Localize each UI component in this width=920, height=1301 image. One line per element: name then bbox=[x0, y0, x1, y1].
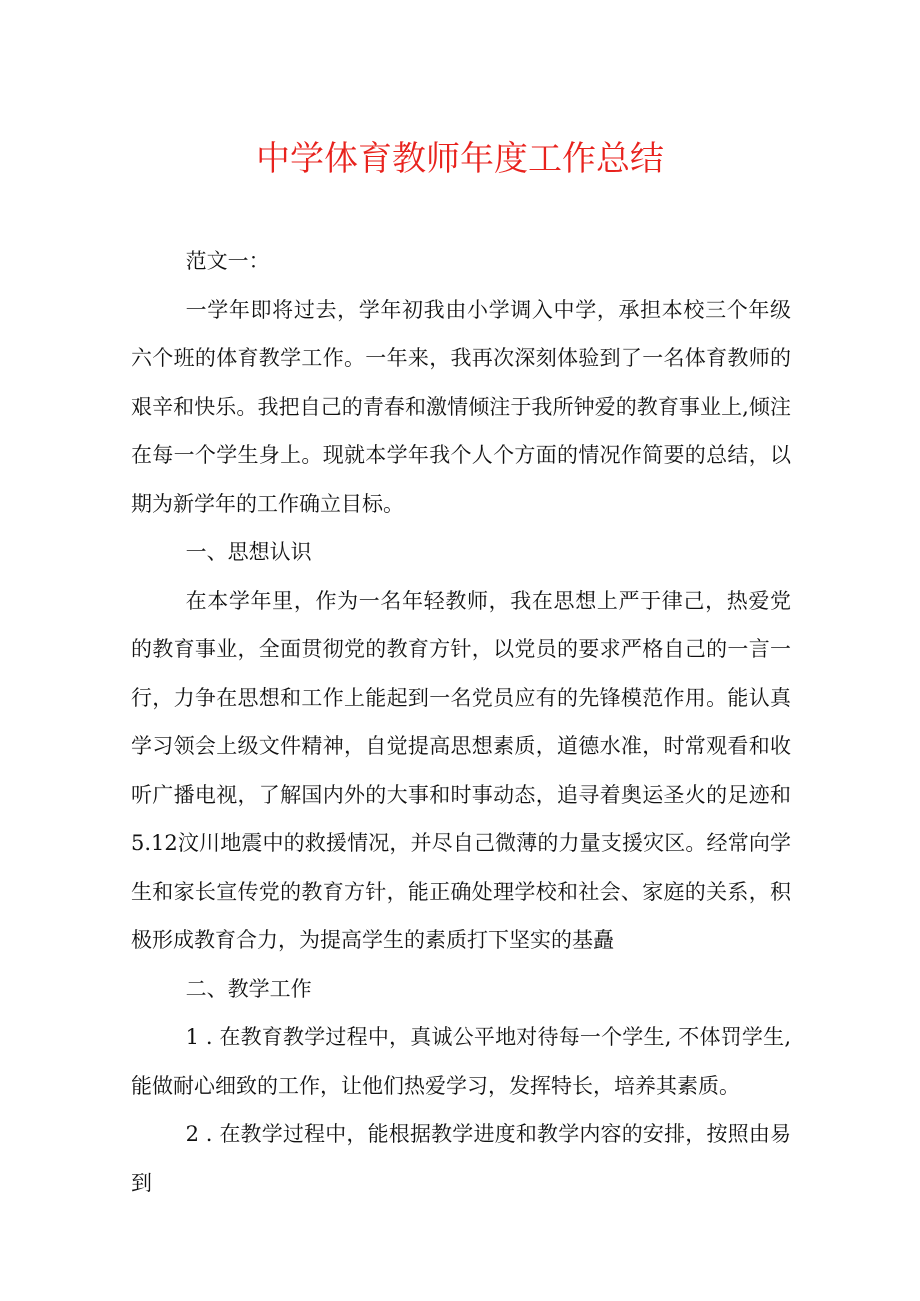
document-title: 中学体育教师年度工作总结 bbox=[256, 139, 664, 179]
paragraph-teaching-1: 1 . 在教育教学过程中，真诚公平地对待每一个学生, 不体罚学生, 能做耐心细致的工作，让他们热爱学习，发挥特长，培养其素质。 bbox=[131, 1025, 791, 1098]
document-body bbox=[131, 237, 791, 1207]
paragraph-ideology: 在本学年里，作为一名年轻教师，我在思想上严于律己，热爱党的教育事业，全面贯彻党的教育方针，以党员的要求严格自己的一言一行，力争在思想和工作上能起到一名党员应有的先锋模范作用。能认真学习领会上级文件精神，自觉提高思想素质，道德水准，时常观看和收听广播电视，了解国内外的大事和时事动态，追寻着奥运圣火的足迹和5.12汶川地震中的救援情况，并尽自己微薄的力量支援灾区。经常向学生和家长宣传党的教育方针，能正确处理学校和社会、家庭的关系，积极形成教育合力，为提高学生的素质打下坚实的基矗 bbox=[131, 588, 791, 952]
heading-ideology: 一、思想认识 bbox=[185, 540, 312, 564]
paragraph-intro: 一学年即将过去，学年初我由小学调入中学，承担本校三个年级六个班的体育教学工作。一年来，我再次深刻体验到了一名体育教师的艰辛和快乐。我把自己的青春和激情倾注于我所钟爱的教育事业上,倾注在每一个学生身上。现就本学年我个人个方面的情况作简要的总结，以期为新学年的工作确立目标。 bbox=[131, 297, 791, 516]
paragraph-sample-label: 范文一： bbox=[185, 249, 270, 273]
heading-teaching: 二、教学工作 bbox=[185, 976, 312, 1001]
paragraph-teaching-2: 2 . 在教学过程中，能根据教学进度和教学内容的安排，按照由易到 bbox=[131, 1122, 791, 1195]
